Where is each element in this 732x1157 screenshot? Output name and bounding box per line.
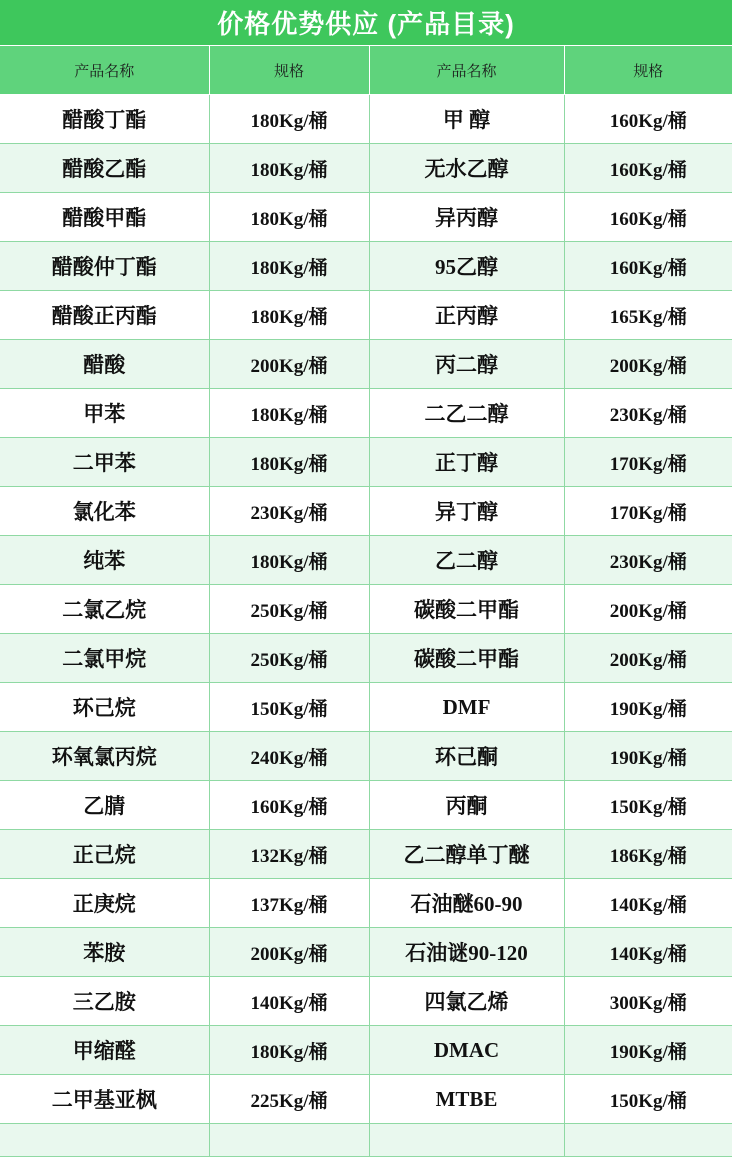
cell-spec-left: 230Kg/桶	[209, 487, 369, 536]
cell-product-name-right: 石油谜90-120	[369, 928, 564, 977]
cell-spec-right: 140Kg/桶	[564, 928, 732, 977]
cell-spec-right: 200Kg/桶	[564, 585, 732, 634]
cell-spec-right: 300Kg/桶	[564, 977, 732, 1026]
cell-spec-left: 240Kg/桶	[209, 732, 369, 781]
table-body	[0, 95, 732, 1157]
cell-spec-left: 250Kg/桶	[209, 585, 369, 634]
cell-product-name-right	[369, 1124, 564, 1157]
cell-product-name-right: 碳酸二甲酯	[369, 634, 564, 683]
cell-spec-right: 230Kg/桶	[564, 389, 732, 438]
cell-product-name-left: 二氯乙烷	[0, 585, 209, 634]
cell-product-name-left: 二甲苯	[0, 438, 209, 487]
table-row	[0, 1075, 732, 1124]
cell-spec-left: 180Kg/桶	[209, 1026, 369, 1075]
table-header-row	[0, 46, 732, 95]
cell-product-name-left: 环氧氯丙烷	[0, 732, 209, 781]
cell-product-name-left: 二氯甲烷	[0, 634, 209, 683]
cell-product-name-left: 三乙胺	[0, 977, 209, 1026]
cell-product-name-left: 苯胺	[0, 928, 209, 977]
table-row	[0, 95, 732, 144]
table-row	[0, 634, 732, 683]
cell-spec-right: 150Kg/桶	[564, 1075, 732, 1124]
column-header-spec-right: 规格	[564, 46, 732, 95]
table-row	[0, 830, 732, 879]
cell-product-name-right: 异丁醇	[369, 487, 564, 536]
cell-product-name-left: 纯苯	[0, 536, 209, 585]
table-row	[0, 683, 732, 732]
cell-product-name-left: 醋酸乙酯	[0, 144, 209, 193]
cell-product-name-left: 甲苯	[0, 389, 209, 438]
cell-spec-right: 170Kg/桶	[564, 438, 732, 487]
cell-product-name-right: 四氯乙烯	[369, 977, 564, 1026]
cell-spec-left: 180Kg/桶	[209, 438, 369, 487]
table-row	[0, 1026, 732, 1075]
cell-spec-left: 200Kg/桶	[209, 340, 369, 389]
product-price-table	[0, 46, 732, 1157]
cell-spec-left: 180Kg/桶	[209, 144, 369, 193]
cell-product-name-right: 二乙二醇	[369, 389, 564, 438]
cell-spec-right: 160Kg/桶	[564, 242, 732, 291]
cell-spec-right: 140Kg/桶	[564, 879, 732, 928]
cell-spec-left: 250Kg/桶	[209, 634, 369, 683]
table-row	[0, 438, 732, 487]
cell-product-name-right: 正丁醇	[369, 438, 564, 487]
cell-product-name-right: 无水乙醇	[369, 144, 564, 193]
cell-spec-right: 160Kg/桶	[564, 95, 732, 144]
cell-spec-left: 200Kg/桶	[209, 928, 369, 977]
cell-product-name-right: 丙二醇	[369, 340, 564, 389]
cell-product-name-left: 醋酸丁酯	[0, 95, 209, 144]
cell-product-name-right: DMAC	[369, 1026, 564, 1075]
cell-product-name-right: 甲 醇	[369, 95, 564, 144]
cell-product-name-left	[0, 1124, 209, 1157]
page-title: 价格优势供应 (产品目录)	[217, 9, 515, 39]
cell-product-name-left: 正己烷	[0, 830, 209, 879]
cell-spec-left: 160Kg/桶	[209, 781, 369, 830]
cell-spec-left: 180Kg/桶	[209, 95, 369, 144]
cell-spec-right	[564, 1124, 732, 1157]
table-row	[0, 928, 732, 977]
table-row	[0, 487, 732, 536]
cell-product-name-left: 醋酸	[0, 340, 209, 389]
table-row	[0, 879, 732, 928]
cell-spec-left: 132Kg/桶	[209, 830, 369, 879]
cell-spec-right: 165Kg/桶	[564, 291, 732, 340]
table-row	[0, 291, 732, 340]
cell-spec-left: 180Kg/桶	[209, 193, 369, 242]
cell-spec-left: 150Kg/桶	[209, 683, 369, 732]
column-header-product-name-right: 产品名称	[369, 46, 564, 95]
table-row	[0, 389, 732, 438]
cell-product-name-left: 醋酸正丙酯	[0, 291, 209, 340]
table-row	[0, 585, 732, 634]
cell-product-name-left: 甲缩醛	[0, 1026, 209, 1075]
table-row	[0, 193, 732, 242]
column-header-product-name-left: 产品名称	[0, 46, 209, 95]
cell-spec-right: 190Kg/桶	[564, 1026, 732, 1075]
cell-spec-left: 180Kg/桶	[209, 536, 369, 585]
cell-product-name-left: 氯化苯	[0, 487, 209, 536]
page-title-bar	[0, 0, 732, 46]
column-header-spec-left: 规格	[209, 46, 369, 95]
cell-spec-right: 200Kg/桶	[564, 634, 732, 683]
cell-product-name-right: 丙酮	[369, 781, 564, 830]
cell-spec-right: 186Kg/桶	[564, 830, 732, 879]
cell-product-name-left: 正庚烷	[0, 879, 209, 928]
table-row	[0, 732, 732, 781]
cell-product-name-right: MTBE	[369, 1075, 564, 1124]
cell-spec-right: 190Kg/桶	[564, 683, 732, 732]
cell-product-name-right: 正丙醇	[369, 291, 564, 340]
cell-spec-right: 170Kg/桶	[564, 487, 732, 536]
table-row	[0, 340, 732, 389]
cell-product-name-right: 碳酸二甲酯	[369, 585, 564, 634]
table-row	[0, 144, 732, 193]
cell-spec-right: 200Kg/桶	[564, 340, 732, 389]
cell-product-name-left: 环己烷	[0, 683, 209, 732]
cell-spec-right: 160Kg/桶	[564, 193, 732, 242]
cell-product-name-right: 乙二醇单丁醚	[369, 830, 564, 879]
cell-spec-left: 180Kg/桶	[209, 242, 369, 291]
cell-product-name-right: 乙二醇	[369, 536, 564, 585]
cell-spec-left	[209, 1124, 369, 1157]
cell-spec-left: 180Kg/桶	[209, 389, 369, 438]
cell-product-name-right: 环己酮	[369, 732, 564, 781]
cell-product-name-right: DMF	[369, 683, 564, 732]
cell-product-name-left: 乙腈	[0, 781, 209, 830]
table-row	[0, 781, 732, 830]
cell-spec-left: 137Kg/桶	[209, 879, 369, 928]
cell-spec-right: 150Kg/桶	[564, 781, 732, 830]
table-header	[0, 46, 732, 95]
table-row-empty	[0, 1124, 732, 1157]
cell-spec-right: 160Kg/桶	[564, 144, 732, 193]
cell-product-name-right: 95乙醇	[369, 242, 564, 291]
cell-product-name-right: 异丙醇	[369, 193, 564, 242]
table-row	[0, 242, 732, 291]
cell-product-name-left: 醋酸仲丁酯	[0, 242, 209, 291]
table-row	[0, 977, 732, 1026]
cell-product-name-left: 二甲基亚枫	[0, 1075, 209, 1124]
cell-product-name-left: 醋酸甲酯	[0, 193, 209, 242]
table-row	[0, 536, 732, 585]
cell-spec-left: 180Kg/桶	[209, 291, 369, 340]
cell-spec-left: 225Kg/桶	[209, 1075, 369, 1124]
cell-spec-right: 190Kg/桶	[564, 732, 732, 781]
cell-spec-right: 230Kg/桶	[564, 536, 732, 585]
cell-spec-left: 140Kg/桶	[209, 977, 369, 1026]
cell-product-name-right: 石油醚60-90	[369, 879, 564, 928]
